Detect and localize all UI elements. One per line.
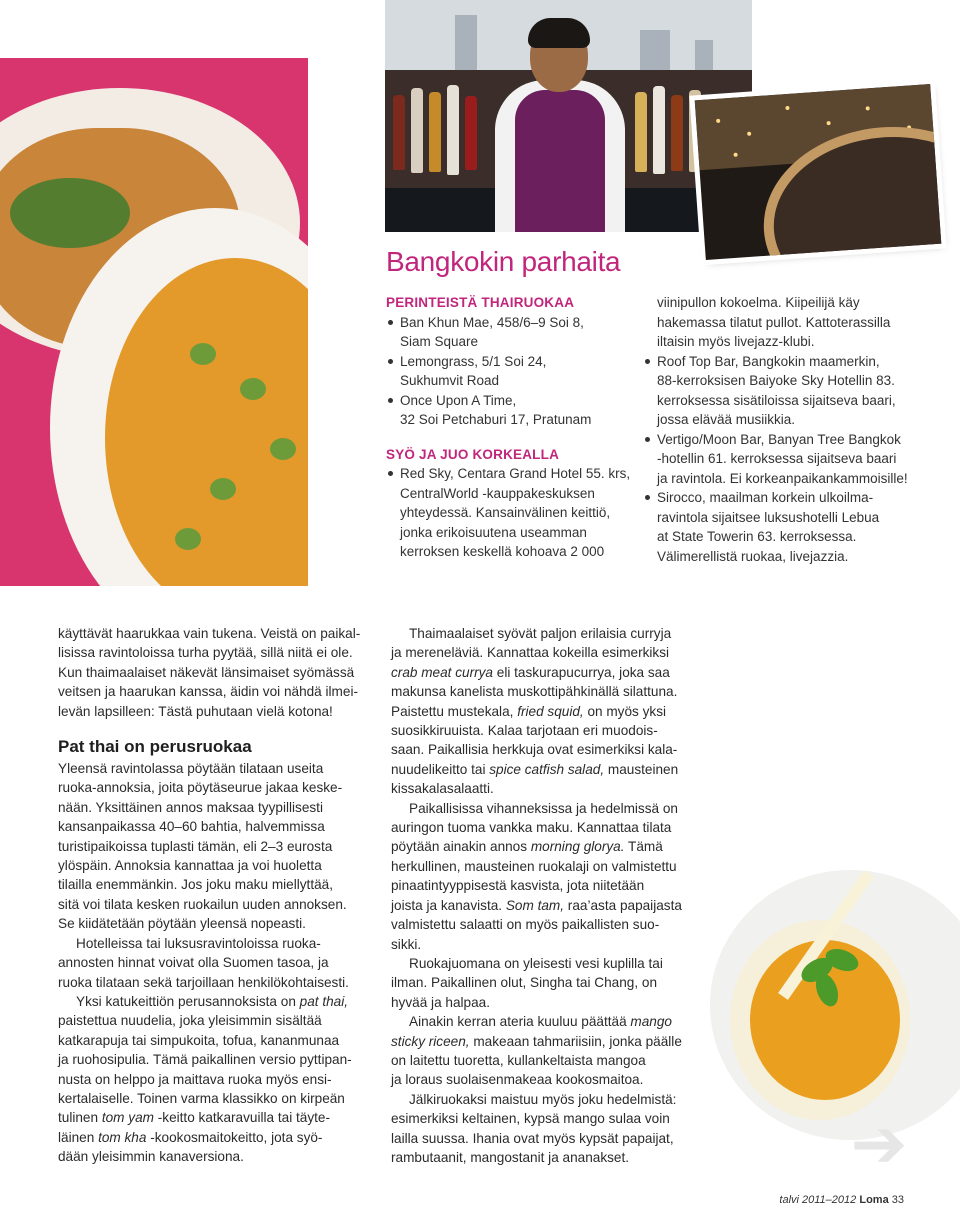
page-number: 33: [891, 1194, 904, 1206]
sidebar-title: Bangkokin parhaita: [386, 246, 621, 277]
magazine-name: Loma: [859, 1194, 889, 1206]
list-item: Lemongrass, 5/1 Soi 24, Sukhumvit Road: [386, 352, 631, 391]
article-column-right: [391, 624, 711, 1167]
food-photo: [0, 58, 308, 586]
paragraph: Ainakin kerran ateria kuuluu päättää mango sticky riceen, makeaan tahmariisiin, jonka päälle on laitettu tuoretta, kullankeltaista mangoa ja loraus suolaisenmakeaa kookosmaitoa.: [391, 1014, 682, 1088]
list-item: Roof Top Bar, Bangkokin maamerkin, 88-kerroksisen Baiyoke Sky Hotellin 83. kerroksessa sisätiloissa sijaitseva baari, jossa elävää musiikkia.: [643, 352, 943, 430]
paragraph: Thaimaalaiset syövät paljon erilaisia curryja ja mereneläviä. Kannattaa kokeilla esimerkiksi crab meat currya eli taskurapucurrya, joka saa makunsa kanelista muskottipähkinällä silattuna. Paistettu mustekala, fried squid, on myös yksi suosikkiruuista. Kalaa tarjotaan eri muodois- saan. Paikallisia herkkuja ovat esimerkiksi kala- nuudelikeitto tai spice catfish salad, mausteinen kissakalasalaatti.: [391, 626, 679, 797]
section-heading: Pat thai on perusruokaa: [58, 737, 252, 757]
list-item: Vertigo/Moon Bar, Banyan Tree Bangkok -hotellin 61. kerroksessa sijaitseva baari ja ravintola. Ei korkeanpaikankammoisille!: [643, 430, 943, 489]
list-item: Red Sky, Centara Grand Hotel 55. krs, CentralWorld -kauppakeskuksen yhteydessä. Kansainvälinen keittiö, jonka erikoisuutena useamman kerroksen keskellä kohoava 2 000: [386, 464, 631, 562]
paragraph: Ruokajuomana on yleisesti vesi kuplilla tai ilman. Paikallinen olut, Singha tai Chang, on hyvää ja halpaa.: [391, 955, 663, 1010]
page-footer: [779, 1194, 904, 1206]
paragraph: Hotelleissa tai luksusravintoloissa ruoka- annosten hinnat voivat olla Suomen tasoa, ja ruoka tilataan sekä tarjoillaan henkilökohtaisesti.: [58, 935, 349, 990]
section-heading: PERINTEISTÄ THAIRUOKAA: [386, 295, 575, 310]
mango-drink-photo: [690, 840, 960, 1140]
paragraph: Yksi katukeittiön perusannoksista on pat thai, paistettua nuudelia, joka yleisimmin sisältää katkarapuja tai simpukoita, tofua, kananmunaa ja ruohosipulia. Tämä paikallinen versio pyttipan- nusta on helppo ja maittava ruoka myös ensi- kertalaiselle. Toinen varma klassikko on kirpeän tulinen tom yam -keitto katkaravuilla tai täyte- läinen tom kha -kookosmaitokeitto, jota syö- dään yleisimmin kanaversiona.: [58, 993, 352, 1165]
paragraph: käyttävät haarukkaa vain tukena. Veistä on paikal- lisissa ravintoloissa turha pyytää, sillä niitä ei ole. Kun thaimaalaiset näkevät länsimaiset syömässä veitsen ja haarukan kanssa, äidin voi nähdä ilmei- levän lapsilleen: Tästä puhutaan vielä kotona!: [58, 626, 361, 719]
right-arrow-icon: ➔: [850, 1105, 908, 1184]
paragraph: Yleensä ravintolassa pöytään tilataan useita ruoka-annoksia, joita pöytäseurue jakaa keske- nään. Yksittäinen annos maksaa tyypillisesti kansanpaikassa 40–60 bahtia, halvemmissa turistipaikoissa tuplasti tämän, eli 2–3 eurosta ylöspäin. Annoksia kannattaa ja voi huoletta tilailla enemmänkin. Jos joku maku miellyttää, sitä voi tilata kesken ruokailun uuden annoksen. Se kiidätetään pöytään yleensä nopeasti.: [58, 761, 347, 932]
list-item: Ban Khun Mae, 458/6–9 Soi 8, Siam Square: [386, 313, 631, 352]
sidebar-column-2: [643, 293, 943, 566]
rooftop-restaurant-photo: [695, 84, 942, 260]
list-item: Once Upon A Time, 32 Soi Petchaburi 17, Pratunam: [386, 391, 631, 430]
issue-season: talvi 2011–2012: [779, 1194, 857, 1206]
sidebar-column-1: [386, 293, 631, 562]
section-heading: SYÖ JA JUO KORKEALLA: [386, 446, 560, 462]
article-column-left: [58, 624, 378, 1167]
list-item-continuation: viinipullon kokoelma. Kiipeilijä käy hakemassa tilatut pullot. Kattoterassilla iltaisin myös livejazz-klubi.: [657, 295, 891, 349]
list-item: Sirocco, maailman korkein ulkoilma- ravintola sijaitsee luksushotelli Lebua at State Towerin 63. kerroksessa. Välimerellistä ruokaa, livejazzia.: [643, 488, 943, 566]
paragraph: Paikallisissa vihanneksissa ja hedelmissä on auringon tuoma vankka maku. Kannattaa tilata pöytään ainakin annos morning glorya. Tämä herkullinen, mausteinen ruokalaji on valmistettu pinaatintyyppisestä kasvista, jota niitetään joista ja kanavista. Som tam, raa’asta papaijasta valmistettu salaatti on myös paikallisten suo- sikki.: [391, 800, 682, 952]
paragraph: Jälkiruokaksi maistuu myös joku hedelmistä: esimerkiksi keltainen, kypsä mango sulaa voin lailla suussa. Ihania ovat myös kypsät papaijat, rambutaanit, mangostanit ja ananakset.: [391, 1091, 677, 1165]
